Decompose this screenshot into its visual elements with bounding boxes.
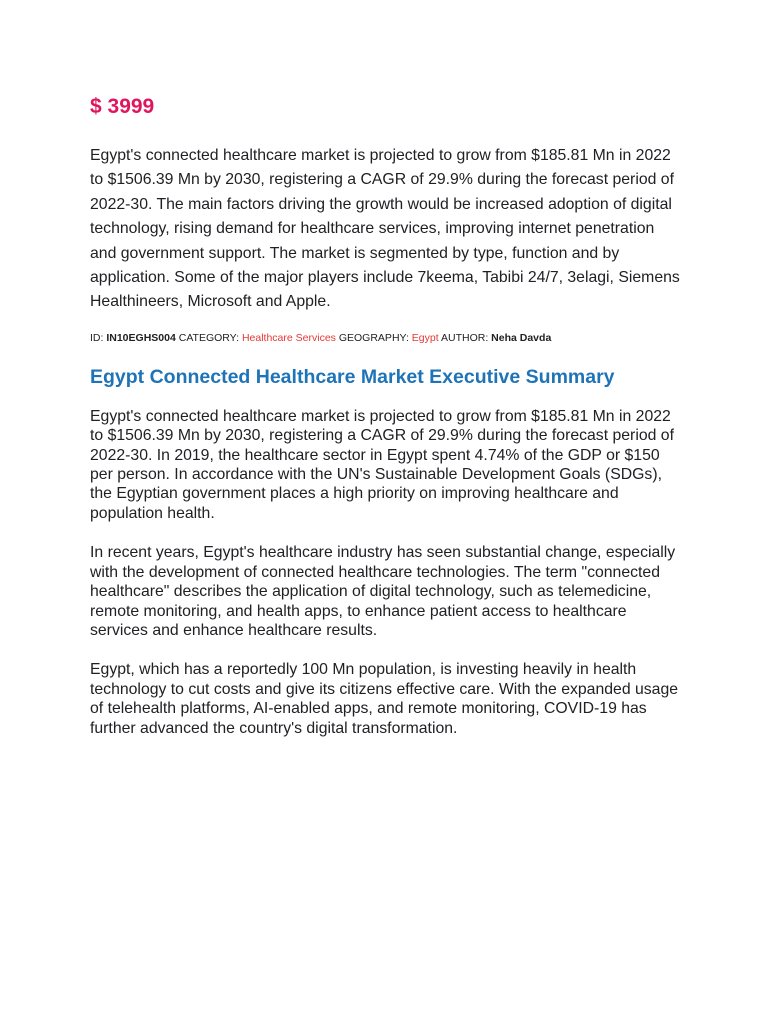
id-label: ID: bbox=[90, 331, 104, 344]
author-label: AUTHOR: bbox=[441, 331, 489, 344]
summary-paragraph-1: Egypt's connected healthcare market is projected to grow from $185.81 Mn in 2022 to $1506.39 Mn by 2030, registering a CAGR of 29.9% during the forecast period of 2022-30. In 2019, the healthcare sector in Egypt spent 4.74% of the GDP or $150 per person. In accordance with the UN's Sustainable Development Goals (SDGs), the Egyptian government places a high priority on improving healthcare and population health. bbox=[90, 407, 674, 522]
price: $ 3999 bbox=[90, 95, 155, 118]
executive-summary-title: Egypt Connected Healthcare Market Executive Summary bbox=[90, 365, 615, 388]
id-value: IN10EGHS004 bbox=[106, 331, 176, 344]
geography-link[interactable]: Egypt bbox=[411, 331, 439, 344]
category-label: CATEGORY: bbox=[178, 331, 240, 344]
category-link[interactable]: Healthcare Services bbox=[241, 331, 336, 344]
report-page bbox=[90, 94, 680, 758]
geography-label: GEOGRAPHY: bbox=[338, 331, 409, 344]
author-value: Neha Davda bbox=[491, 331, 552, 344]
summary-paragraph-3: Egypt, which has a reportedly 100 Mn population, is investing heavily in health technology to cut costs and give its citizens effective care. With the expanded usage of telehealth platforms, AI-enabled apps, and remote monitoring, COVID-19 has further advanced the country's digital transformation. bbox=[90, 661, 679, 737]
intro-paragraph: Egypt's connected healthcare market is projected to grow from $185.81 Mn in 2022 to $1506.39 Mn by 2030, registering a CAGR of 29.9% during the forecast period of 2022-30. The main factors driving the growth would be increased adoption of digital technology, rising demand for healthcare services, improving internet penetration and government support. The market is segmented by type, function and by application. Some of the major players include 7keema, Tabibi 24/7, 3elagi, Siemens Healthineers, Microsoft and Apple. bbox=[90, 147, 680, 311]
summary-paragraph-2: In recent years, Egypt's healthcare industry has seen substantial change, especially with the development of connected healthcare technologies. The term "connected healthcare" describes the application of digital technology, such as telemedicine, remote monitoring, and health apps, to enhance patient access to healthcare services and enhance healthcare results. bbox=[90, 544, 676, 639]
report-metadata bbox=[90, 331, 680, 345]
